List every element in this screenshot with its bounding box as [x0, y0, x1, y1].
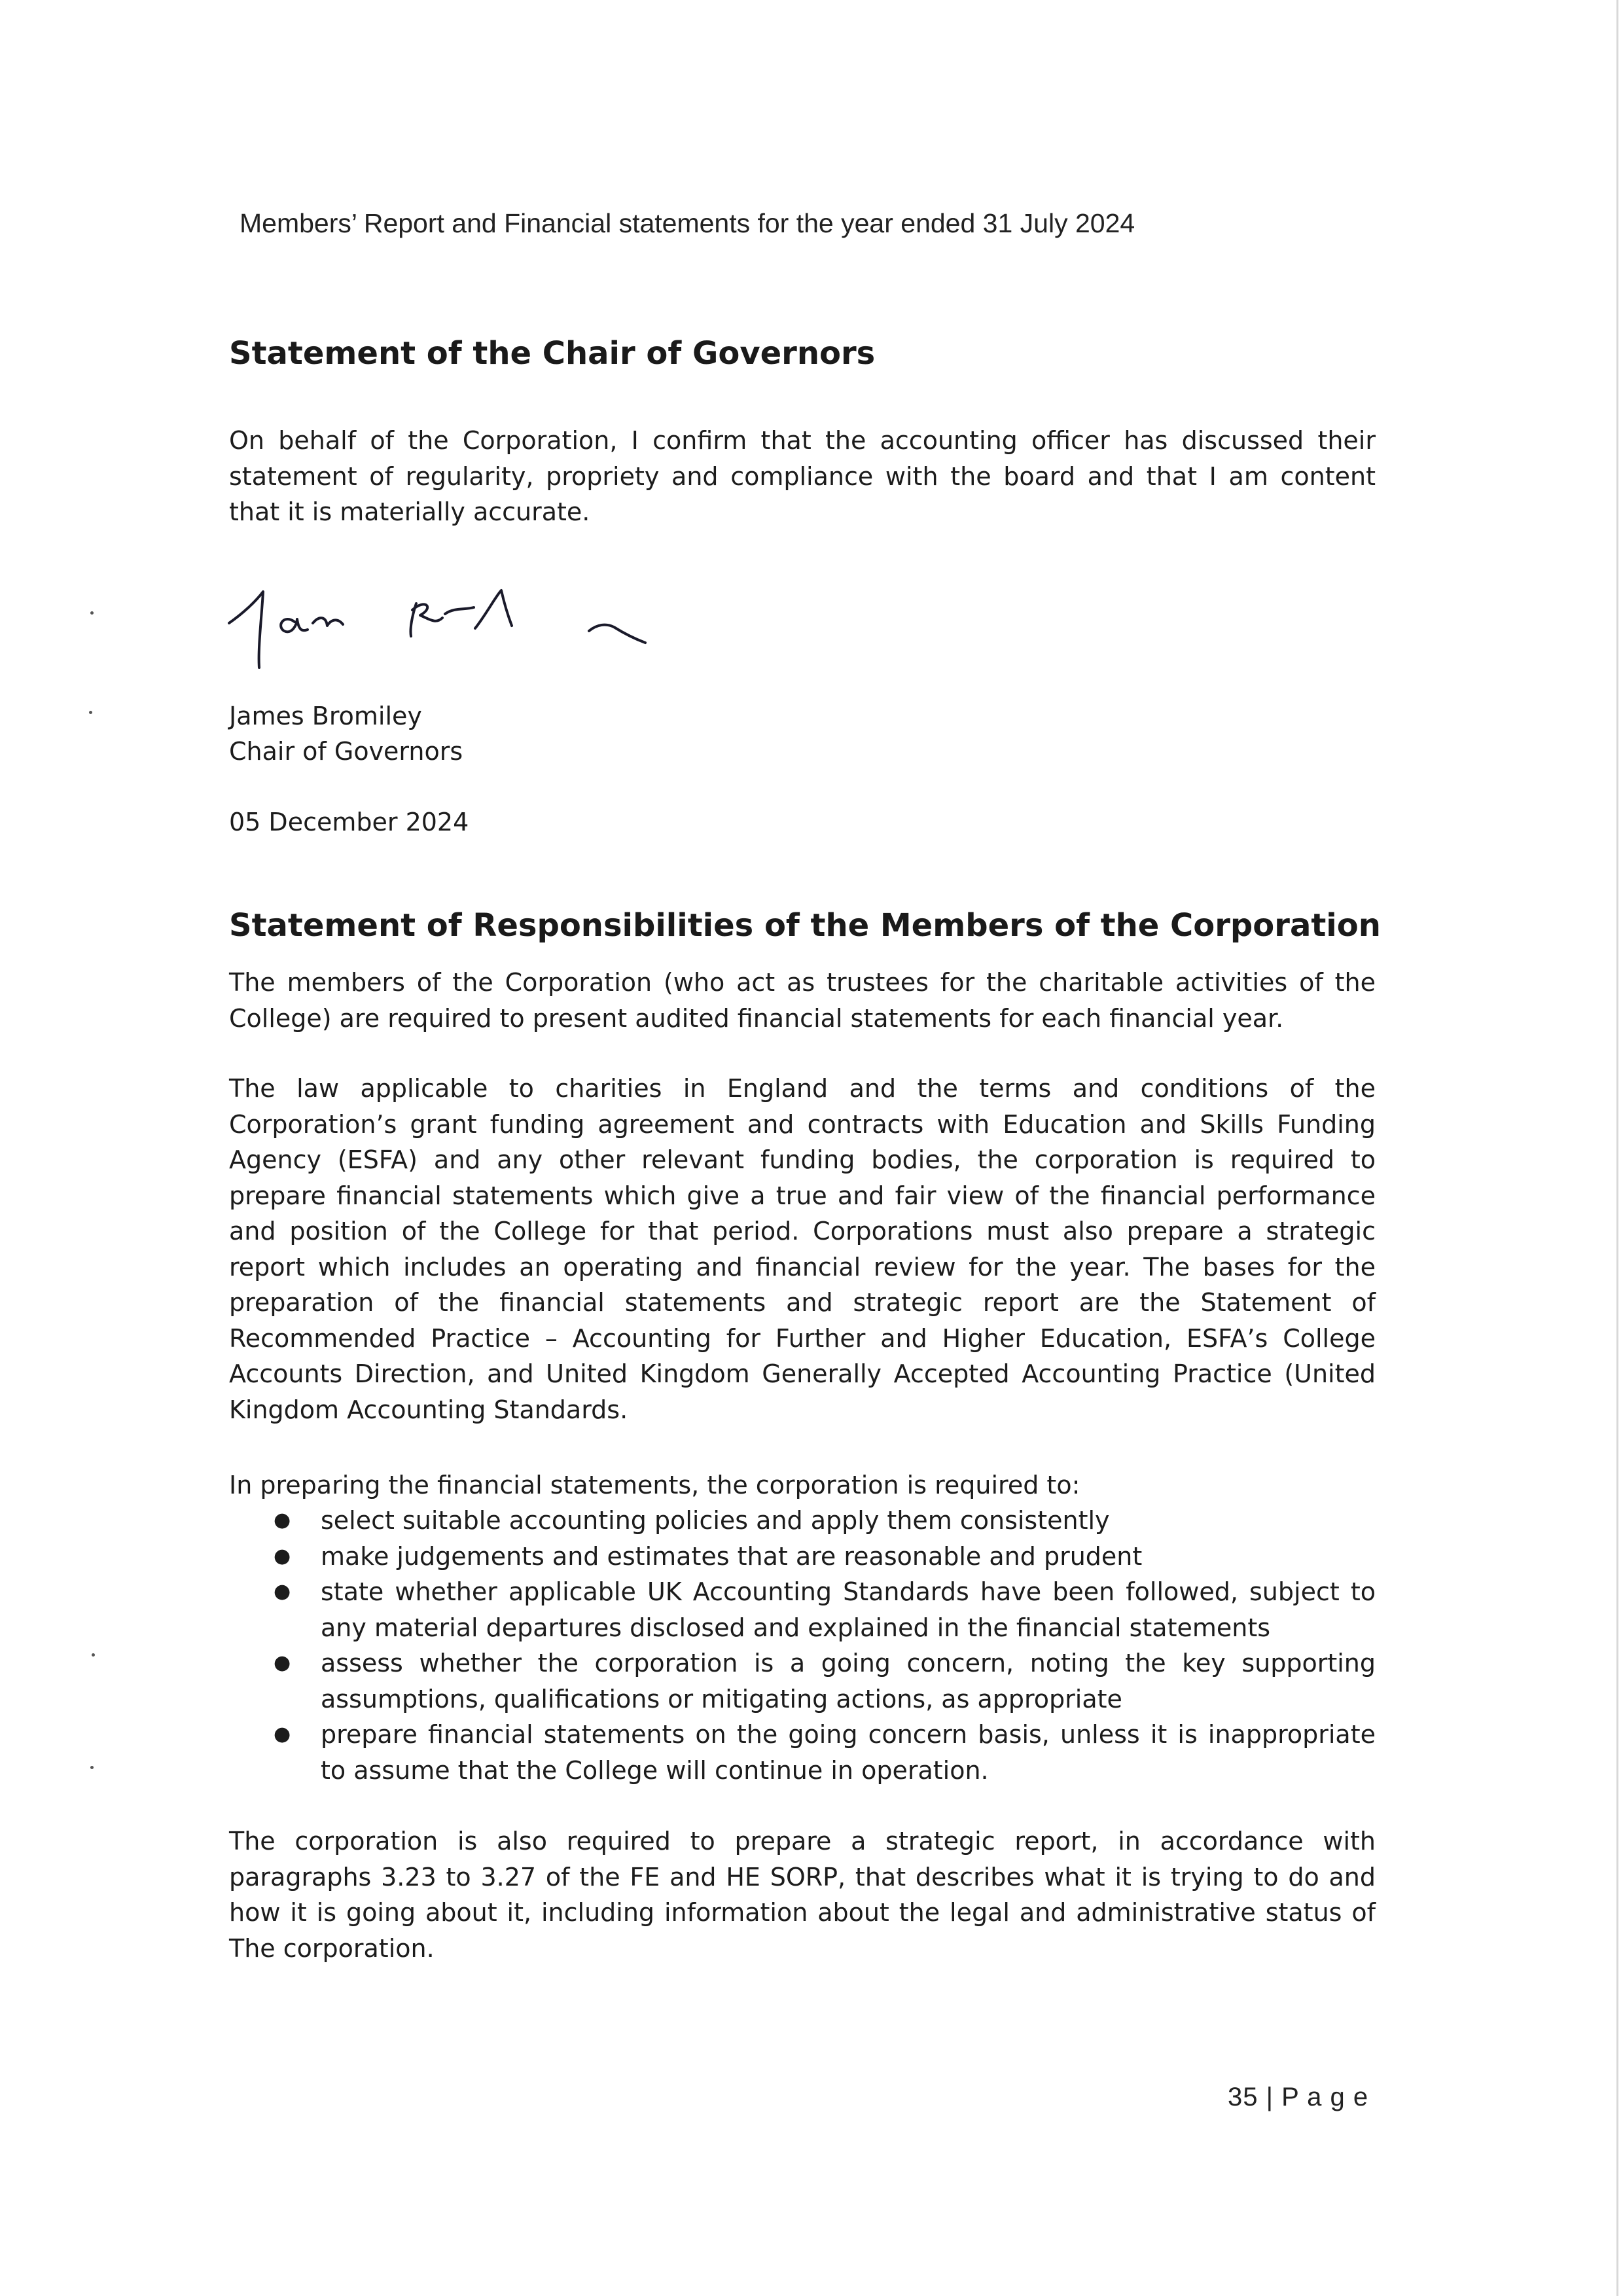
- bullet-icon: ●: [274, 1544, 291, 1568]
- responsibilities-paragraph-1: The members of the Corporation (who act as trustees for the charitable activities of the College) are required to present audited financial statements for each financial year.: [229, 968, 1376, 1033]
- list-item: ● state whether applicable UK Accounting Standards have been followed, subject to any material departures disclosed and explained in the financial statements: [229, 1574, 1376, 1645]
- running-header: Members’ Report and Financial statements for the year ended 31 July 2024: [240, 208, 1135, 238]
- scan-speck: [89, 711, 92, 714]
- responsibilities-paragraph-2: The law applicable to charities in England and the terms and conditions of the Corporation’s grant funding agreement and contracts with Education and Skills Funding Agency (ESFA) and any other relevant funding bodies, the corporation is required to prepare financial statements which give a true and fair view of the financial performance and position of the College for that period. Corporations must also prepare a strategic report which includes an operating and financial review for the year. The bases for the preparation of the financial statements and strategic report are the Statement of Recommended Practice – Accounting for Further and Higher Education, ESFA’s College Accounts Direction, and United Kingdom Generally Accepted Accounting Practice (United Kingdom Accounting Standards.: [229, 1074, 1376, 1424]
- signature-date: 05 December 2024: [229, 808, 469, 836]
- list-item: ● select suitable accounting policies and apply them consistently: [229, 1503, 1376, 1539]
- list-item: ● prepare financial statements on the going concern basis, unless it is inappropriate to assume that the College will continue in operation.: [229, 1717, 1376, 1788]
- chair-statement-heading: Statement of the Chair of Governors: [229, 335, 876, 372]
- bullet-icon: ●: [274, 1651, 291, 1674]
- list-item: ● make judgements and estimates that are reasonable and prudent: [229, 1539, 1376, 1575]
- responsibilities-paragraph-4: The corporation is also required to prepare a strategic report, in accordance with paragraphs 3.23 to 3.27 of the FE and HE SORP, that describes what it is trying to do and how it is going about it, including information about the legal and administrative status of The corporation.: [229, 1827, 1376, 1963]
- scan-speck: [90, 1766, 94, 1769]
- list-item: ● assess whether the corporation is a going concern, noting the key supporting assumptions, qualifications or mitigating actions, as appropriate: [229, 1645, 1376, 1717]
- signatory-role: Chair of Governors: [229, 737, 463, 766]
- signature-image: [216, 576, 674, 694]
- bullet-icon: ●: [274, 1509, 291, 1532]
- bullet-icon: ●: [274, 1580, 291, 1603]
- chair-statement-body: On behalf of the Corporation, I confirm that the accounting officer has discussed their statement of regularity, propriety and compliance with the board and that I am content that it is materially accurate.: [229, 426, 1376, 526]
- signatory-name: James Bromiley: [229, 702, 422, 730]
- requirements-list: [229, 1503, 1376, 1788]
- bullet-icon: ●: [274, 1723, 291, 1746]
- scan-speck: [90, 611, 94, 615]
- page-number: 35 | P a g e: [1228, 2083, 1369, 2111]
- responsibilities-heading: Statement of Responsibilities of the Members of the Corporation: [229, 907, 1381, 944]
- scan-edge-line: [1616, 0, 1618, 2296]
- scan-speck: [92, 1653, 95, 1657]
- responsibilities-paragraph-3: In preparing the financial statements, the corporation is required to:: [229, 1471, 1080, 1499]
